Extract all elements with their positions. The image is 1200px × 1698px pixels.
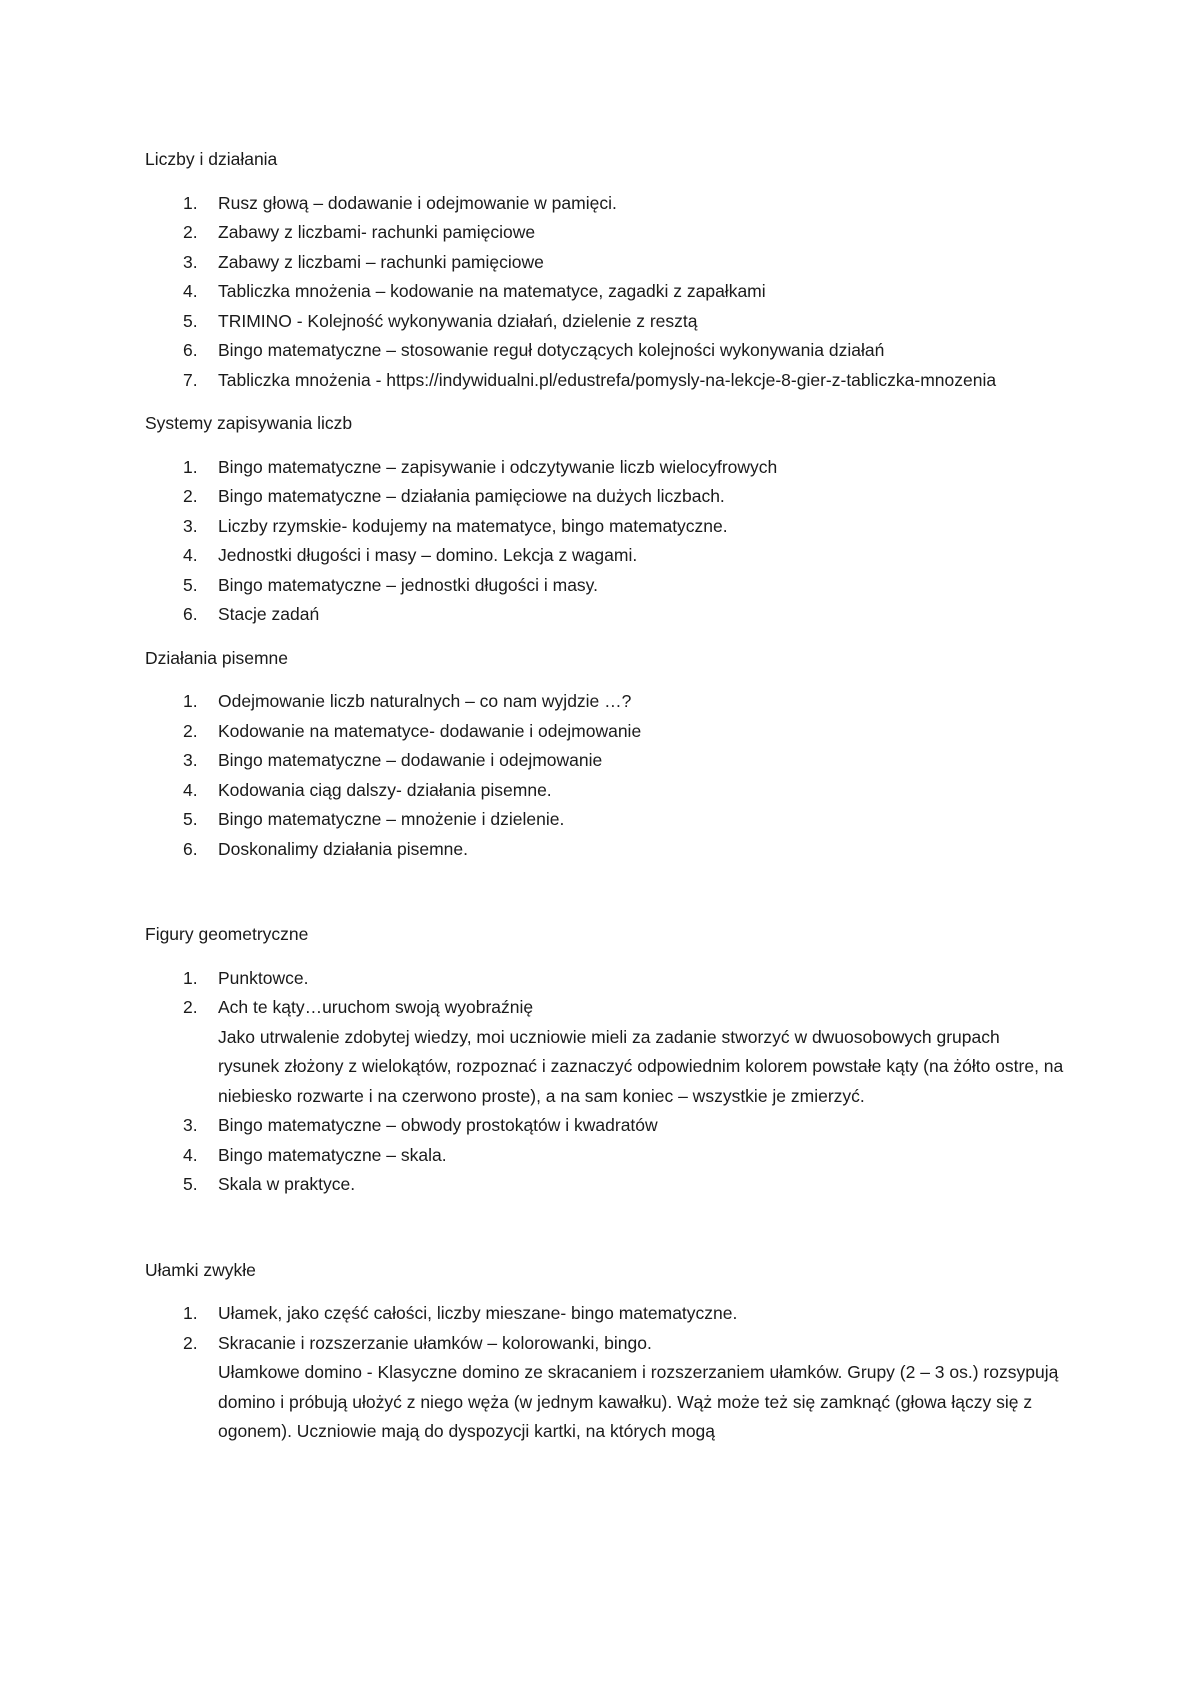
section-title-dzialania-pisemne: Działania pisemne xyxy=(145,647,288,668)
item-number: 1. xyxy=(183,691,198,711)
item-number: 2. xyxy=(183,486,198,506)
item-number: 3. xyxy=(183,251,198,272)
item-text: Odejmowanie liczb naturalnych – co nam wyjdzie …? xyxy=(218,691,632,711)
list-item xyxy=(145,571,1065,601)
list-ulamki-zwykle xyxy=(145,1299,1065,1447)
item-number: 6. xyxy=(183,604,198,624)
item-number: 5. xyxy=(183,809,198,829)
list-item xyxy=(145,277,1065,307)
list-item xyxy=(145,189,1065,219)
item-text: Kodowanie na matematyce- dodawanie i odejmowanie xyxy=(218,720,642,741)
list-item xyxy=(145,993,1065,1111)
paragraph-spacer xyxy=(145,878,1065,920)
section-title-ulamki-zwykle: Ułamki zwykłe xyxy=(145,1259,256,1280)
item-number: 5. xyxy=(183,1174,198,1194)
document-content xyxy=(145,145,1065,1461)
list-figury-geometryczne xyxy=(145,964,1065,1200)
item-text: Bingo matematyczne – działania pamięciowe na dużych liczbach. xyxy=(218,486,725,506)
list-item xyxy=(145,1141,1065,1171)
item-number: 1. xyxy=(183,1303,198,1323)
item-text: Bingo matematyczne – obwody prostokątów i kwadratów xyxy=(218,1115,658,1135)
item-text: TRIMINO - Kolejność wykonywania działań, dzielenie z resztą xyxy=(218,310,698,331)
item-text: Stacje zadań xyxy=(218,604,320,624)
item-number: 1. xyxy=(183,967,198,988)
list-item xyxy=(145,336,1065,366)
list-item xyxy=(145,805,1065,835)
item-number: 2. xyxy=(183,997,198,1017)
item-number: 4. xyxy=(183,281,198,301)
item-number: 4. xyxy=(183,1144,198,1165)
list-item xyxy=(145,307,1065,337)
item-number: 4. xyxy=(183,779,198,800)
item-text: Liczby rzymskie- kodujemy na matematyce, bingo matematyczne. xyxy=(218,515,728,536)
item-text: Bingo matematyczne – zapisywanie i odczytywanie liczb wielocyfrowych xyxy=(218,456,778,477)
item-text: Tabliczka mnożenia - https://indywidualni.pl/edustrefa/pomysly-na-lekcje-8-gier-z-tabliczka-mnozenia xyxy=(218,369,997,390)
item-text: Bingo matematyczne – skala. xyxy=(218,1144,447,1165)
item-number: 2. xyxy=(183,222,198,242)
list-item xyxy=(145,366,1065,396)
list-item xyxy=(145,600,1065,630)
item-text: Skala w praktyce. xyxy=(218,1174,356,1194)
item-text: Bingo matematyczne – dodawanie i odejmowanie xyxy=(218,750,603,770)
list-item xyxy=(145,687,1065,717)
list-item xyxy=(145,218,1065,248)
list-item xyxy=(145,717,1065,747)
list-item xyxy=(145,746,1065,776)
item-number: 5. xyxy=(183,310,198,331)
list-item xyxy=(145,541,1065,571)
item-text: Ach te kąty…uruchom swoją wyobraźnię xyxy=(218,997,534,1017)
paragraph-spacer xyxy=(145,1214,1065,1256)
list-item xyxy=(145,776,1065,806)
item-number: 2. xyxy=(183,1332,198,1353)
item-number: 6. xyxy=(183,340,198,360)
list-item xyxy=(145,512,1065,542)
item-number: 2. xyxy=(183,720,198,741)
section-title-liczby-i-dzialania: Liczby i działania xyxy=(145,149,278,169)
list-item xyxy=(145,1111,1065,1141)
section-title-systemy-zapisywania-liczb: Systemy zapisywania liczb xyxy=(145,413,353,433)
item-text: Doskonalimy działania pisemne. xyxy=(218,838,468,859)
list-item xyxy=(145,964,1065,994)
item-text: Bingo matematyczne – stosowanie reguł dotyczących kolejności wykonywania działań xyxy=(218,340,885,360)
list-systemy-zapisywania-liczb xyxy=(145,453,1065,630)
item-text: Jednostki długości i masy – domino. Lekcja z wagami. xyxy=(218,545,638,565)
item-number: 5. xyxy=(183,574,198,595)
list-item xyxy=(145,1329,1065,1447)
item-number: 3. xyxy=(183,750,198,770)
item-text: Punktowce. xyxy=(218,967,309,988)
item-text: Skracanie i rozszerzanie ułamków – kolorowanki, bingo. xyxy=(218,1332,652,1353)
list-item xyxy=(145,453,1065,483)
item-text: Bingo matematyczne – jednostki długości i masy. xyxy=(218,574,598,595)
item-number: 1. xyxy=(183,192,198,213)
item-text: Rusz głową – dodawanie i odejmowanie w pamięci. xyxy=(218,192,617,213)
item-text: Bingo matematyczne – mnożenie i dzielenie. xyxy=(218,809,565,829)
list-item xyxy=(145,482,1065,512)
list-item xyxy=(145,1299,1065,1329)
section-title-figury-geometryczne: Figury geometryczne xyxy=(145,924,309,944)
item-number: 3. xyxy=(183,515,198,536)
item-note: Jako utrwalenie zdobytej wiedzy, moi uczniowie mieli za zadanie stworzyć w dwuosobowych grupach rysunek złożony z wielokątów, rozpoznać i zaznaczyć odpowiednim kolorem powstałe kąty (na żółto ostre, na niebiesko rozwarte i na czerwono proste), a na sam koniec – wszystkie je zmierzyć. xyxy=(218,1026,1064,1106)
item-number: 1. xyxy=(183,456,198,477)
item-text: Tabliczka mnożenia – kodowanie na matematyce, zagadki z zapałkami xyxy=(218,281,766,301)
list-dzialania-pisemne xyxy=(145,687,1065,864)
item-number: 3. xyxy=(183,1115,198,1135)
item-text: Kodowania ciąg dalszy- działania pisemne. xyxy=(218,779,552,800)
list-liczby-i-dzialania xyxy=(145,189,1065,396)
item-number: 7. xyxy=(183,369,198,390)
item-number: 4. xyxy=(183,545,198,565)
item-note: Ułamkowe domino - Klasyczne domino ze skracaniem i rozszerzaniem ułamków. Grupy (2 – 3 os.) rozsypują domino i próbują ułożyć z niego węża (w jednym kawałku). Wąż może też się zamknąć (głowa łączy się z ogonem). Uczniowie mają do dyspozycji kartki, na których mogą xyxy=(218,1362,1059,1441)
list-item xyxy=(145,248,1065,278)
item-number: 6. xyxy=(183,838,198,859)
item-text: Zabawy z liczbami – rachunki pamięciowe xyxy=(218,251,544,272)
item-text: Zabawy z liczbami- rachunki pamięciowe xyxy=(218,222,536,242)
list-item xyxy=(145,1170,1065,1200)
item-text: Ułamek, jako część całości, liczby mieszane- bingo matematyczne. xyxy=(218,1303,738,1323)
list-item xyxy=(145,835,1065,865)
